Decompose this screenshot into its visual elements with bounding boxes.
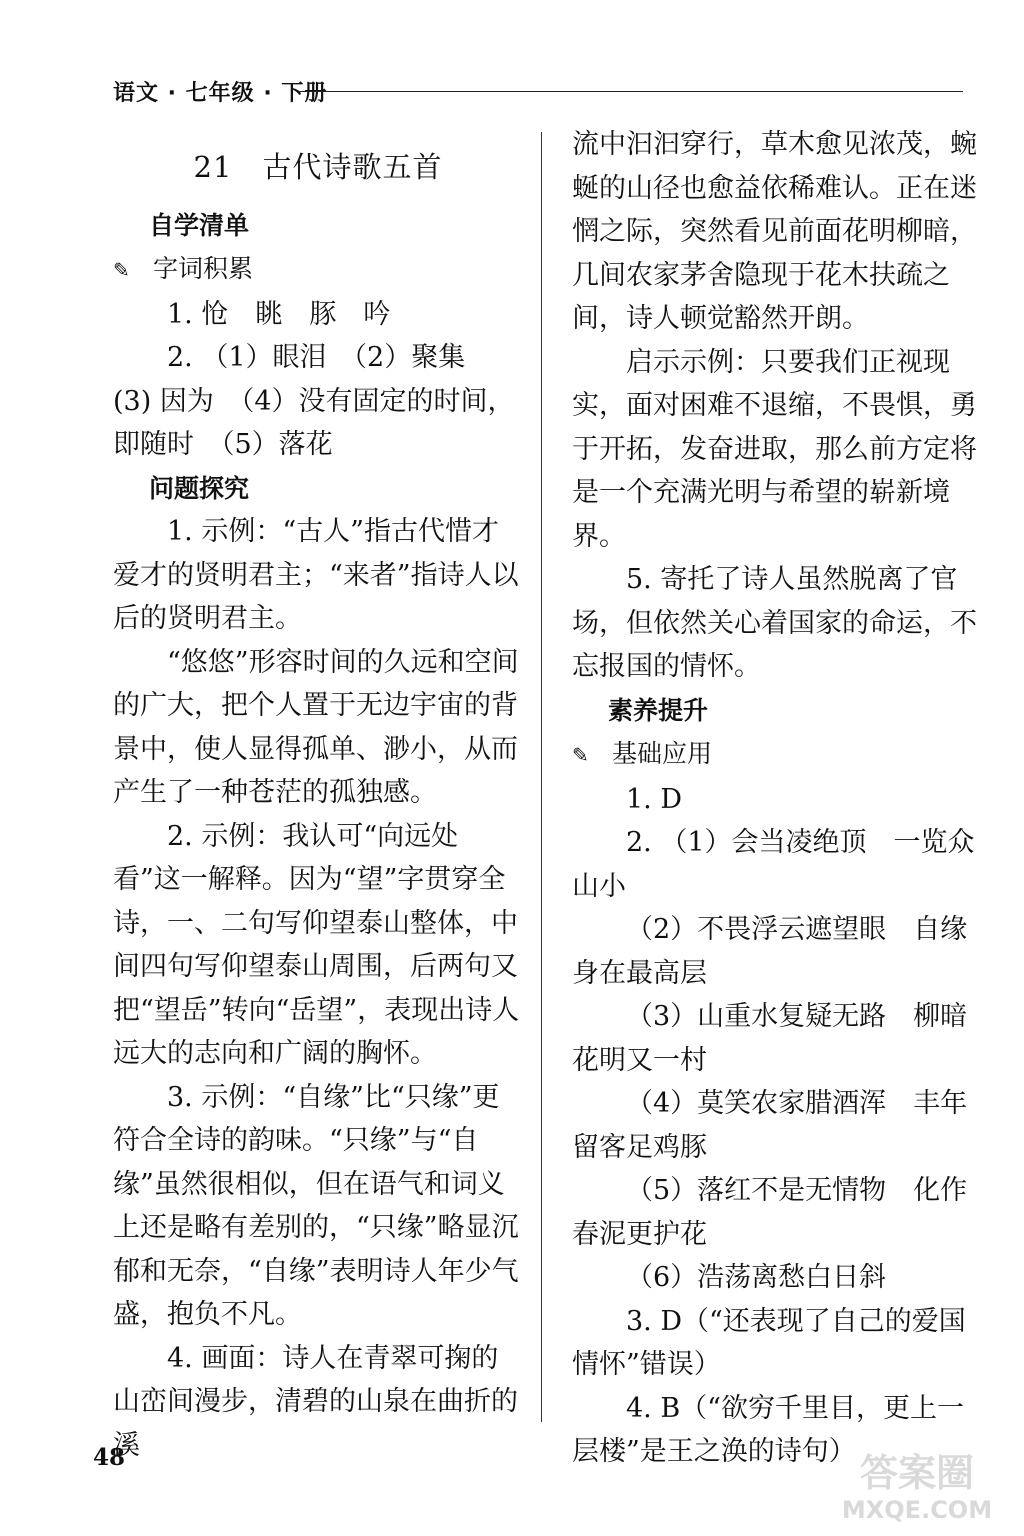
answer-w3: (3) 因为 （4）没有固定的时间，即随时 （5）落花 (113, 385, 515, 460)
answer-a9: 4. B（“欲穷千里目，更上一层楼”是王之涣的诗句） (572, 1392, 964, 1467)
page-number: 48 (93, 1444, 126, 1471)
answer-p3: 2. 示例：我认可“向远处看”这一解释。因为“望”字贯穿全诗，一、二句写仰望泰山整体，中间四句写仰望泰山周围，后两句又把“望岳”转向“岳望”，表现出诗人远大的志向和广阔的胸怀。 (113, 820, 520, 1069)
answer-w2: 2. （1）眼泪 （2）聚集 (167, 342, 466, 373)
answer-a1: 1. D (626, 783, 682, 815)
answer-a3: （2）不畏浮云遮望眼 自缘身在最高层 (572, 914, 968, 989)
answer-a7: （6）浩荡离愁白日斜 (626, 1262, 887, 1293)
answer-w1: 1. 怆 眺 豚 吟 (167, 298, 391, 330)
book-title: 语文 · 七年级 · 下册 (113, 81, 328, 106)
basic-heading: ✎ 基础应用 (572, 732, 982, 778)
answer-p4: 3. 示例：“自缘”比“只缘”更符合全诗的韵味。“只缘”与“自缘”虽然很相似，但在语气和词义上还是略有差别的，“只缘”略显沉郁和无奈，“自缘”表明诗人年少气盛，抱负不凡。 (113, 1081, 519, 1330)
answer-p6: 启示示例：只要我们正视现实，面对困难不退缩，不畏惧，勇于开拓，发奋进取，那么前方定将是一个充满光明与希望的崭新境界。 (572, 346, 977, 552)
self-study-heading: 自学清单 (149, 210, 250, 240)
watermark-logo (822, 1446, 1012, 1526)
svg-text:MXQE.COM: MXQE.COM (841, 1496, 993, 1524)
answer-a6: （5）落红不是无情物 化作春泥更护花 (572, 1175, 968, 1250)
answer-p2: “悠悠”形容时间的久远和空间的广大，把个人置于无边宇宙的背景中，使人显得孤单、渺小，从而产生了一种苍茫的孤独感。 (113, 646, 519, 808)
bullet-icon: ✎ (113, 258, 130, 282)
answer-a5: （4）莫笑农家腊酒浑 丰年留客足鸡豚 (572, 1088, 968, 1163)
column-divider (541, 132, 542, 1422)
answer-a4: （3）山重水复疑无路 柳暗花明又一村 (572, 1001, 968, 1076)
explore-heading: 问题探究 (149, 473, 250, 503)
left-column (113, 146, 523, 1467)
right-column (572, 123, 982, 1474)
answer-p5-cont: 流中汩汩穿行，草木愈见浓茂，蜿蜒的山径也愈益依稀难认。正在迷惘之际，突然看见前面花明柳暗，几间农家茅舍隐现于花木扶疏之间，诗人顿觉豁然开朗。 (572, 129, 977, 334)
header-rule (298, 91, 963, 92)
answer-p1: 1. 示例：“古人”指古代惜才爱才的贤明君主；“来者”指诗人以后的贤明君主。 (113, 516, 519, 634)
answer-p7: 5. 寄托了诗人虽然脱离了官场，但依然关心着国家的命运，不忘报国的情怀。 (572, 564, 977, 682)
svg-text:答案圈: 答案圈 (859, 1451, 975, 1495)
bullet-icon: ✎ (572, 743, 589, 767)
section-heading: 素养提升 (608, 695, 709, 725)
page-header (113, 76, 963, 106)
word-section-heading: ✎ 字词积累 (113, 247, 523, 293)
answer-a8: 3. D（“还表现了自己的爱国情怀”错误） (572, 1305, 966, 1380)
lesson-title: 21 古代诗歌五首 (193, 150, 443, 184)
answer-a2: 2. （1）会当凌绝顶 一览众山小 (572, 827, 975, 902)
answer-p5: 4. 画面：诗人在青翠可掬的山峦间漫步，清碧的山泉在曲折的溪 (113, 1342, 518, 1461)
